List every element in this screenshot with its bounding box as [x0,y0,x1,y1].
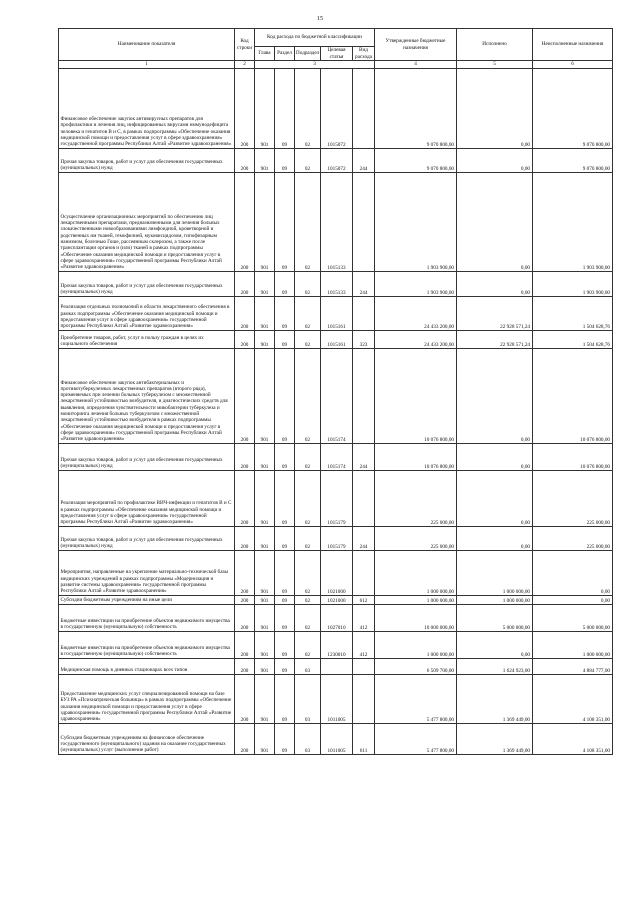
row-executed: 0,00 [457,632,533,659]
row-expense-type [353,69,375,149]
row-executed: 22 928 571,24 [457,297,533,331]
row-glava: 901 [255,349,275,444]
table-row [59,331,613,349]
row-podrazdel: 02 [295,471,321,527]
row-code: 200 [235,471,255,527]
row-expense-type [353,471,375,527]
row-expense-type: 244 [353,149,375,173]
row-executed: 1 624 923,00 [457,659,533,675]
row-target-article: 1015072 [321,149,353,173]
row-name: Приобретение товаров, работ, услуг в пользу граждан в целях их социального обеспечения [59,331,235,349]
row-approved: 10 076 800,00 [375,349,457,444]
row-approved: 9 070 800,00 [375,149,457,173]
row-executed: 0,00 [457,149,533,173]
row-name: Осуществление организационных мероприятий по обеспечению лиц лекарственными препаратами, предназначенными для лечения больных злокачественными новообразованиями лимфоидной, кроветворной и родственных им тканей, гемофилией, муковисцидозом, гипофизарным нанизмом, болезнью Гоше, рассеянным склерозом, а также после трансплантации органов и (или) тканей в рамках подпрограммы «Обеспечение оказания медицинской помощи и предоставления услуг в сфере здравоохранения» государственной программы Республики Алтай «Развитие здравоохранения» [59,173,235,272]
row-unexecuted: 5 000 000,00 [533,605,613,632]
row-razdel: 09 [275,527,295,551]
row-target-article: 1027010 [321,605,353,632]
row-code: 200 [235,659,255,675]
row-approved: 10 000 000,00 [375,605,457,632]
table-row [59,297,613,331]
row-code: 200 [235,297,255,331]
table-row [59,149,613,173]
row-approved: 1 000 000,00 [375,596,457,605]
row-razdel: 09 [275,272,295,297]
row-target-article [321,659,353,675]
row-glava: 901 [255,297,275,331]
row-podrazdel: 02 [295,551,321,596]
header-unexecuted: Неисполненные назначения [533,29,613,61]
row-podrazdel: 02 [295,527,321,551]
row-razdel: 09 [275,349,295,444]
row-code: 200 [235,272,255,297]
header-num-4: 4 [375,61,457,69]
row-expense-type: 611 [353,724,375,755]
row-name: Субсидии бюджетным учреждениям на финансовое обеспечение государственного (муниципального) задания на оказание государственных (муниципальных) услуг (выполнение работ) [59,724,235,755]
header-executed: Исполнено [457,29,533,61]
row-podrazdel: 02 [295,444,321,471]
row-podrazdel: 02 [295,632,321,659]
row-name: Прочая закупка товаров, работ и услуг для обеспечения государственных (муниципальных) нужд [59,527,235,551]
row-executed: 0,00 [457,471,533,527]
row-unexecuted: 9 070 800,00 [533,69,613,149]
table-row [59,444,613,471]
row-razdel: 09 [275,297,295,331]
row-approved: 10 076 800,00 [375,444,457,471]
row-name: Реализация мероприятий по профилактике ВИЧ-инфекции и гепатитов В и С в рамках подпрограммы «Обеспечение оказания медицинской помощи и предоставления услуг в сфере здравоохранения» государственной программы Республики Алтай «Развитие здравоохранения» [59,471,235,527]
row-unexecuted: 225 000,00 [533,527,613,551]
row-razdel: 09 [275,724,295,755]
row-expense-type [353,675,375,724]
header-razdel: Раздел [275,47,295,61]
row-approved: 9 070 800,00 [375,69,457,149]
header-num-3: 3 [255,61,375,69]
row-target-article: 1015179 [321,471,353,527]
row-name: Финансовое обеспечение закупок антивирусных препаратов для профилактики и лечения лиц, инфицированных вирусами иммунодефицита человека и гепатитов В и С, в рамках подпрограммы «Обеспечение оказания медицинской помощи и предоставления услуг в сфере здравоохранения» государственной программы Республики Алтай «Развитие здравоохранения» [59,69,235,149]
row-executed: 0,00 [457,272,533,297]
row-podrazdel: 03 [295,659,321,675]
row-glava: 901 [255,471,275,527]
row-approved: 225 000,00 [375,471,457,527]
row-razdel: 09 [275,596,295,605]
table-row [59,527,613,551]
row-podrazdel: 02 [295,349,321,444]
row-glava: 901 [255,659,275,675]
header-glava: Глава [255,47,275,61]
row-expense-type: 244 [353,272,375,297]
row-unexecuted: 1 903 900,00 [533,272,613,297]
row-razdel: 09 [275,675,295,724]
table-row [59,659,613,675]
row-expense-type [353,297,375,331]
row-target-article: 1015161 [321,297,353,331]
row-unexecuted: 4 108 351,00 [533,724,613,755]
row-expense-type [353,659,375,675]
row-code: 200 [235,149,255,173]
row-approved: 1 903 900,00 [375,272,457,297]
row-code: 200 [235,444,255,471]
row-name: Прочая закупка товаров, работ и услуг для обеспечения государственных (муниципальных) нужд [59,444,235,471]
row-glava: 901 [255,596,275,605]
table-row [59,596,613,605]
row-glava: 901 [255,331,275,349]
row-target-article: 1015072 [321,69,353,149]
row-approved: 1 903 900,00 [375,173,457,272]
row-name: Финансовое обеспечение закупок антибактериальных и противотуберкулезных лекарственных препаратов (второго ряда), применяемых при лечении больных туберкулезом с множественной лекарственной устойчивостью возбудителя, и диагностических средств для выявления, определения чувствительности микобактерии туберкулеза и мониторинга лечения больных туберкулезом с множественной лекарственной устойчивостью возбудителя в рамках подпрограммы «Обеспечение оказания медицинской помощи и предоставления услуг в сфере здравоохранения» государственной программы Республики Алтай «Развитие здравоохранения» [59,349,235,444]
row-executed: 0,00 [457,349,533,444]
row-name: Предоставление медицинских услуг специализированной помощи на базе БУЗ РА «Психиатрическая больница» в рамках подпрограммы «Обеспечение оказания медицинской помощи и предоставления услуг в сфере здравоохранения» государственной программы Республики Алтай «Развитие здравоохранения» [59,675,235,724]
row-podrazdel: 02 [295,149,321,173]
row-razdel: 09 [275,444,295,471]
row-expense-type: 323 [353,331,375,349]
row-razdel: 09 [275,659,295,675]
row-unexecuted: 0,00 [533,596,613,605]
row-podrazdel: 02 [295,331,321,349]
table-row [59,471,613,527]
row-razdel: 09 [275,471,295,527]
table-row [59,675,613,724]
row-unexecuted: 9 070 800,00 [533,149,613,173]
row-expense-type: 612 [353,596,375,605]
row-code: 200 [235,527,255,551]
header-num-2: 2 [235,61,255,69]
header-code: Код строки [235,29,255,61]
row-executed: 0,00 [457,444,533,471]
row-glava: 901 [255,724,275,755]
row-podrazdel: 02 [295,69,321,149]
row-name: Реализация отдельных полномочий в области лекарственного обеспечения в рамках подпрограммы «Обеспечение оказания медицинской помощи и предоставления услуг в сфере здравоохранения» государственной программы Республики Алтай «Развитие здравоохранения» [59,297,235,331]
row-expense-type: 244 [353,444,375,471]
row-unexecuted: 0,00 [533,551,613,596]
row-razdel: 09 [275,632,295,659]
row-code: 200 [235,349,255,444]
row-approved: 6 509 700,00 [375,659,457,675]
row-code: 200 [235,675,255,724]
header-num-5: 5 [457,61,533,69]
row-unexecuted: 10 076 800,00 [533,349,613,444]
table-row [59,632,613,659]
row-unexecuted: 10 076 800,00 [533,444,613,471]
row-code: 200 [235,596,255,605]
table-row [59,272,613,297]
header-cs: Целевая статья [321,47,353,61]
row-executed: 0,00 [457,527,533,551]
row-glava: 901 [255,173,275,272]
page-number: 15 [317,16,323,22]
row-glava: 901 [255,444,275,471]
header-classification: Код расхода по бюджетной классификации [255,29,375,47]
row-code: 200 [235,551,255,596]
header-num-1: 1 [59,61,235,69]
row-target-article: 1015161 [321,331,353,349]
row-expense-type: 244 [353,527,375,551]
row-code: 200 [235,331,255,349]
row-target-article: 1015133 [321,272,353,297]
header-podrazdel: Подраздел [295,47,321,61]
row-executed: 1 000 000,00 [457,551,533,596]
row-approved: 225 000,00 [375,527,457,551]
row-unexecuted: 4 884 777,00 [533,659,613,675]
table-row [59,724,613,755]
row-target-article: 1230010 [321,632,353,659]
row-executed: 0,00 [457,69,533,149]
row-razdel: 09 [275,69,295,149]
row-podrazdel: 03 [295,724,321,755]
row-unexecuted: 1 903 900,00 [533,173,613,272]
row-target-article: 1015179 [321,527,353,551]
row-name: Бюджетные инвестиции на приобретение объектов недвижимого имущества в государственную (муниципальную) собственность [59,632,235,659]
row-glava: 901 [255,632,275,659]
row-unexecuted: 1 504 628,76 [533,331,613,349]
row-target-article: 1011005 [321,724,353,755]
row-approved: 24 433 200,00 [375,297,457,331]
row-approved: 5 477 800,00 [375,675,457,724]
row-code: 200 [235,724,255,755]
row-podrazdel: 02 [295,596,321,605]
row-razdel: 09 [275,605,295,632]
row-code: 200 [235,69,255,149]
row-podrazdel: 02 [295,297,321,331]
row-unexecuted: 225 000,00 [533,471,613,527]
row-expense-type [353,551,375,596]
row-executed: 22 928 571,24 [457,331,533,349]
budget-execution-table [58,28,613,755]
header-vr: Вид расхода [353,47,375,61]
row-executed: 0,00 [457,173,533,272]
row-glava: 901 [255,149,275,173]
row-approved: 5 477 800,00 [375,724,457,755]
row-glava: 901 [255,272,275,297]
row-approved: 1 000 000,00 [375,632,457,659]
row-podrazdel: 02 [295,272,321,297]
row-razdel: 09 [275,173,295,272]
row-razdel: 09 [275,331,295,349]
row-approved: 1 000 000,00 [375,551,457,596]
row-target-article: 1015174 [321,349,353,444]
row-target-article: 1015174 [321,444,353,471]
row-podrazdel: 02 [295,173,321,272]
row-code: 200 [235,632,255,659]
row-razdel: 09 [275,149,295,173]
row-approved: 24 433 200,00 [375,331,457,349]
row-code: 200 [235,605,255,632]
header-approved: Утвержденные бюджетные назначения [375,29,457,61]
row-target-article: 1011005 [321,675,353,724]
row-expense-type [353,349,375,444]
row-glava: 901 [255,527,275,551]
row-unexecuted: 4 108 351,00 [533,675,613,724]
row-name: Субсидии бюджетным учреждениям на иные цели [59,596,235,605]
row-glava: 901 [255,605,275,632]
row-target-article: 1021000 [321,596,353,605]
row-razdel: 09 [275,551,295,596]
header-num-6: 6 [533,61,613,69]
row-glava: 901 [255,551,275,596]
row-executed: 5 000 000,00 [457,605,533,632]
row-target-article: 1015133 [321,173,353,272]
row-executed: 1 369 449,00 [457,724,533,755]
row-name: Прочая закупка товаров, работ и услуг для обеспечения государственных (муниципальных) нужд [59,149,235,173]
row-unexecuted: 1 000 000,00 [533,632,613,659]
row-unexecuted: 1 504 628,76 [533,297,613,331]
row-glava: 901 [255,69,275,149]
row-code: 200 [235,173,255,272]
row-expense-type: 412 [353,632,375,659]
table-row [59,69,613,149]
table-row [59,605,613,632]
row-name: Мероприятия, направленные на укрепление материально-технической базы медицинских учреждений в рамках подпрограммы «Модернизация и развитие системы здравоохранения» государственной программы Республики Алтай «Развитие здравоохранения» [59,551,235,596]
row-name: Прочая закупка товаров, работ и услуг для обеспечения государственных (муниципальных) нужд [59,272,235,297]
row-name: Медицинская помощь в дневных стационарах всех типов [59,659,235,675]
table-row [59,173,613,272]
row-executed: 1 000 000,00 [457,596,533,605]
row-executed: 1 369 449,00 [457,675,533,724]
header-name: Наименование показателя [59,29,235,61]
table-row [59,551,613,596]
row-glava: 901 [255,675,275,724]
row-podrazdel: 02 [295,605,321,632]
row-name: Бюджетные инвестиции на приобретение объектов недвижимого имущества в государственную (муниципальную) собственность [59,605,235,632]
row-target-article: 1021000 [321,551,353,596]
row-expense-type: 412 [353,605,375,632]
row-expense-type [353,173,375,272]
table-row [59,349,613,444]
row-podrazdel: 03 [295,675,321,724]
